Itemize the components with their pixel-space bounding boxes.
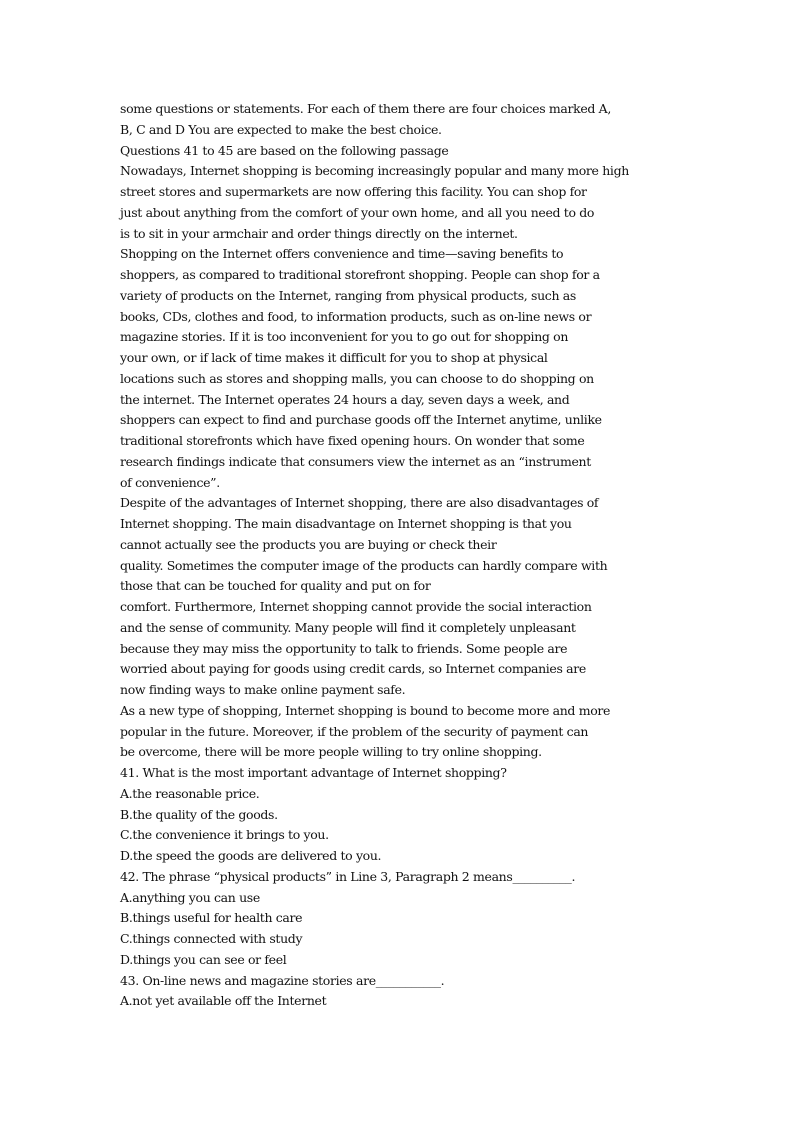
question-41: 41. What is the most important advantage of Internet shopping? [120, 765, 507, 780]
paragraph-3-line: those that can be touched for quality and put on for [120, 578, 431, 594]
paragraph-1-line: Nowadays, Internet shopping is becoming increasingly popular and many more high [120, 163, 629, 179]
paragraph-2-line: shoppers, as compared to traditional storefront shopping. People can shop for a [120, 267, 600, 282]
paragraph-3-line: now finding ways to make online payment safe. [120, 682, 406, 697]
paragraph-3-line: worried about paying for goods using credit cards, so Internet companies are [120, 661, 586, 677]
paragraph-2-line: your own, or if lack of time makes it difficult for you to shop at physical [120, 350, 548, 365]
question-42-option-d: D.things you can see or feel [120, 951, 287, 967]
question-41-option-b: B.the quality of the goods. [120, 806, 278, 822]
question-42-option-b: B.things useful for health care [120, 910, 303, 926]
paragraph-2-line: traditional storefronts which have fixed opening hours. On wonder that some [120, 433, 585, 448]
paragraph-3-line: and the sense of community. Many people will find it completely unpleasant [120, 619, 576, 635]
paragraph-1-line: street stores and supermarkets are now offering this facility. You can shop for [120, 184, 587, 199]
paragraph-3-line: Despite of the advantages of Internet shopping, there are also disadvantages of [120, 495, 599, 511]
question-42-option-c: C.things connected with study [120, 931, 303, 946]
question-41-option-c: C.the convenience it brings to you. [120, 827, 329, 843]
paragraph-2-line: shoppers can expect to find and purchase goods off the Internet anytime, unlike [120, 412, 602, 428]
paragraph-3-line: Internet shopping. The main disadvantage on Internet shopping is that you [120, 516, 572, 531]
paragraph-2-line: of convenience”. [120, 474, 220, 490]
passage-heading: Questions 41 to 45 are based on the following passage [120, 142, 449, 158]
paragraph-2-line: the internet. The Internet operates 24 hours a day, seven days a week, and [120, 391, 570, 407]
paragraph-4-line: popular in the future. Moreover, if the problem of the security of payment can [120, 723, 589, 739]
question-42-option-a: A.anything you can use [120, 889, 260, 905]
paragraph-2-line: magazine stories. If it is too inconvenient for you to go out for shopping on [120, 329, 569, 345]
question-41-option-d: D.the speed the goods are delivered to you. [120, 848, 382, 863]
paragraph-2-line: locations such as stores and shopping malls, you can choose to do shopping on [120, 370, 594, 386]
paragraph-4-line: be overcome, there will be more people willing to try online shopping. [120, 744, 542, 760]
question-43-option-a: A.not yet available off the Internet [120, 993, 327, 1009]
paragraph-2-line: variety of products on the Internet, ranging from physical products, such as [120, 287, 576, 303]
paragraph-3-line: cannot actually see the products you are buying or check their [120, 536, 497, 552]
question-41-option-a: A.the reasonable price. [120, 785, 260, 801]
paragraph-3-line: quality. Sometimes the computer image of the products can hardly compare with [120, 557, 608, 573]
question-43: 43. On-line news and magazine stories are___________. [120, 972, 445, 988]
paragraph-2-line: Shopping on the Internet offers convenience and time—saving benefits to [120, 246, 564, 262]
paragraph-4-line: As a new type of shopping, Internet shopping is bound to become more and more [120, 702, 611, 718]
paragraph-3-line: comfort. Furthermore, Internet shopping cannot provide the social interaction [120, 599, 592, 614]
question-42: 42. The phrase “physical products” in Line 3, Paragraph 2 means__________. [120, 868, 576, 884]
instruction-line: some questions or statements. For each of them there are four choices marked A, [120, 101, 611, 116]
paragraph-1-line: is to sit in your armchair and order things directly on the internet. [120, 225, 518, 241]
paragraph-2-line: books, CDs, clothes and food, to information products, such as on-line news or [120, 308, 592, 324]
paragraph-3-line: because they may miss the opportunity to talk to friends. Some people are [120, 640, 568, 656]
paragraph-2-line: research findings indicate that consumers view the internet as an “instrument [120, 453, 591, 469]
document-text [120, 99, 680, 1012]
paragraph-1-line: just about anything from the comfort of your own home, and all you need to do [120, 204, 595, 220]
instruction-line: B, C and D You are expected to make the best choice. [120, 121, 442, 137]
